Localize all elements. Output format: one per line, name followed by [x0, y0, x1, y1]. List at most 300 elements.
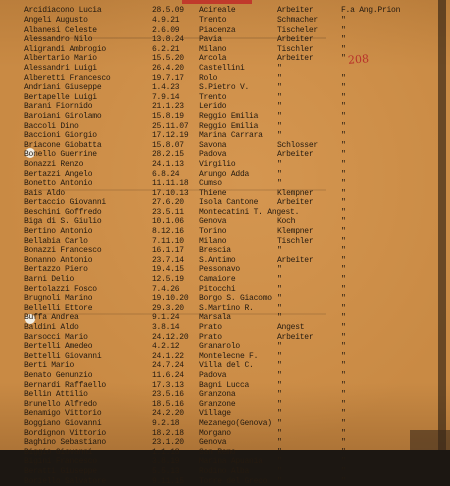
row-date: 10.1.06	[152, 217, 184, 226]
row-date: 3.8.19	[152, 457, 179, 466]
row-job: Tischeler	[277, 26, 318, 35]
row-date: 24.7.24	[152, 361, 184, 370]
row-name: Albertario Mario	[24, 54, 97, 63]
row-place: Cumso	[199, 179, 222, 188]
row-place: Trento	[199, 16, 226, 25]
row-place: Arcola	[199, 54, 226, 63]
list-row	[24, 409, 424, 419]
list-row	[24, 381, 424, 391]
name-list	[24, 16, 424, 486]
row-place: Castellini	[199, 64, 245, 73]
row-job: "	[277, 294, 282, 303]
row-note: "	[341, 217, 346, 226]
row-place: Marina Apuania	[199, 457, 263, 466]
row-date: 12.5.19	[152, 275, 184, 284]
row-job: "	[277, 390, 282, 399]
row-name: Bernardi Raffaello	[24, 381, 106, 390]
row-note: "	[341, 313, 346, 322]
row-note: "	[341, 333, 346, 342]
row-date: 6.8.24	[152, 170, 179, 179]
list-row	[24, 467, 424, 477]
header-note: F.a Ang.Prion	[341, 6, 400, 15]
row-name: Bertaccio Giovanni	[24, 198, 106, 207]
row-place: Villa del C.	[199, 361, 254, 370]
row-note: "	[341, 477, 346, 486]
list-row	[24, 45, 424, 55]
row-note: "	[341, 467, 346, 476]
list-row	[24, 102, 424, 112]
row-name: Bertelli Amedeo	[24, 342, 92, 351]
row-place: Brescia	[199, 246, 231, 255]
row-place: Isola Cantone	[199, 198, 258, 207]
row-date: 9.11.15	[152, 477, 184, 486]
row-place: Granzone	[199, 400, 235, 409]
row-name: Baldini Aldo	[24, 323, 79, 332]
row-date: 2.6.09	[152, 26, 179, 35]
row-place: Reggio Emilia	[199, 112, 258, 121]
row-job: "	[277, 275, 282, 284]
row-job: "	[277, 179, 282, 188]
row-date: 15.8.19	[152, 112, 184, 121]
row-name: Bettelli Giovanni	[24, 352, 101, 361]
row-note: "	[341, 122, 346, 131]
row-place: Camaiore	[199, 275, 235, 284]
row-job: Arbeiter	[277, 54, 313, 63]
list-row	[24, 131, 424, 141]
row-date: 7.11.10	[152, 237, 184, 246]
list-row	[24, 16, 424, 26]
row-name: Briacone Giobatta	[24, 141, 101, 150]
handwritten-number: 208	[348, 52, 370, 66]
row-note: "	[341, 189, 346, 198]
row-place: Lerido	[199, 102, 226, 111]
row-job: Arbeiter	[277, 35, 313, 44]
row-name: Barsocci Mario	[24, 333, 88, 342]
row-date: 15.8.07	[152, 141, 184, 150]
row-note: "	[341, 26, 346, 35]
row-note: "	[341, 16, 346, 25]
list-row	[24, 400, 424, 410]
row-name: Brugnoli Marino	[24, 294, 92, 303]
row-place: Village	[199, 409, 231, 418]
row-name: Berti Mario	[24, 361, 74, 370]
row-date: 26.4.20	[152, 64, 184, 73]
row-name: Bertazzo Piero	[24, 265, 88, 274]
row-note: "	[341, 419, 346, 428]
list-row	[24, 93, 424, 103]
list-row	[24, 26, 424, 36]
row-job: "	[277, 265, 282, 274]
row-note: "	[341, 409, 346, 418]
list-row	[24, 457, 424, 467]
row-date: 11.6.24	[152, 371, 184, 380]
row-place: Arungo Adda	[199, 170, 249, 179]
row-note: "	[341, 429, 346, 438]
row-place: Mezanego(Genova)	[199, 419, 272, 428]
row-note: "	[341, 160, 346, 169]
row-date: 18.2.18	[152, 429, 184, 438]
row-job: "	[277, 102, 282, 111]
row-name: Bonanno Antonio	[24, 256, 92, 265]
list-row	[24, 217, 424, 227]
list-row	[24, 227, 424, 237]
row-name: Baghino Sebastiano	[24, 438, 106, 447]
row-date: 29.3.20	[152, 304, 184, 313]
row-date: 23.5.16	[152, 390, 184, 399]
row-job: Schlosser	[277, 141, 318, 150]
row-place: S.Pietro V.	[199, 83, 249, 92]
row-place: Rodino Alba	[199, 467, 249, 476]
row-date: 9.1.24	[152, 313, 179, 322]
row-job: Koch	[277, 217, 295, 226]
row-name: Brunello Alfredo	[24, 400, 97, 409]
list-row	[24, 141, 424, 151]
list-row	[24, 352, 424, 362]
row-note: "	[341, 371, 346, 380]
row-name: Bellabia Carlo	[24, 237, 88, 246]
row-job: "	[277, 342, 282, 351]
row-note: "	[341, 390, 346, 399]
list-row	[24, 342, 424, 352]
row-date: 17.12.19	[152, 131, 188, 140]
row-job: "	[277, 93, 282, 102]
red-tab-mark	[182, 0, 252, 4]
row-date: 3.8.14	[152, 323, 179, 332]
row-job: "	[277, 74, 282, 83]
list-row	[24, 285, 424, 295]
list-row	[24, 150, 424, 160]
header-date: 28.5.09	[152, 6, 184, 15]
row-job: "	[277, 467, 282, 476]
row-note: "	[341, 35, 346, 44]
list-row	[24, 122, 424, 132]
list-row	[24, 246, 424, 256]
row-job: Tischler	[277, 237, 313, 246]
row-job: Klempner	[277, 189, 313, 198]
row-job: "	[277, 83, 282, 92]
row-date: 25.11.07	[152, 122, 188, 131]
row-place: Genova	[199, 217, 226, 226]
row-place: Prato	[199, 333, 222, 342]
row-date: 28.2.15	[152, 150, 184, 159]
list-row	[24, 313, 424, 323]
row-date: 24.12.20	[152, 333, 188, 342]
row-job: "	[277, 409, 282, 418]
row-place: Trento	[199, 93, 226, 102]
row-note: "	[341, 323, 346, 332]
row-place: Genova	[199, 438, 226, 447]
row-job: "	[277, 429, 282, 438]
row-note: "	[341, 237, 346, 246]
list-row	[24, 294, 424, 304]
row-name: Barani Fiornido	[24, 102, 92, 111]
row-note: "	[341, 45, 346, 54]
row-name: Baroiani Girolamo	[24, 112, 101, 121]
row-job: Arbeiter	[277, 256, 313, 265]
list-row	[24, 189, 424, 199]
row-date: 13.8.24	[152, 35, 184, 44]
row-job: "	[277, 400, 282, 409]
row-job: "	[277, 477, 282, 486]
list-row	[24, 265, 424, 275]
list-row	[24, 179, 424, 189]
row-place: Granarolo	[199, 342, 240, 351]
row-date: 6.2.21	[152, 45, 179, 54]
row-place: Rolo	[199, 74, 217, 83]
row-date: 5.5.13	[152, 467, 179, 476]
row-name: Bonetto Antonio	[24, 179, 92, 188]
list-row	[24, 54, 424, 64]
row-note: "	[341, 93, 346, 102]
row-job: "	[277, 371, 282, 380]
row-place: Piacenza	[199, 26, 235, 35]
list-row	[24, 438, 424, 448]
row-job: "	[277, 448, 282, 457]
row-job: "	[277, 170, 282, 179]
row-place: Padova	[199, 371, 226, 380]
row-place: Prato	[199, 323, 222, 332]
row-job: "	[277, 313, 282, 322]
row-name: Boggiano Giovanni	[24, 419, 101, 428]
row-job: "	[277, 304, 282, 313]
list-row	[24, 390, 424, 400]
row-name: Bertapelle Luigi	[24, 93, 97, 102]
row-note: "	[341, 131, 346, 140]
row-place: Pavia	[199, 35, 222, 44]
row-name: Barni Delio	[24, 275, 74, 284]
row-name: Albanesi Celeste	[24, 26, 97, 35]
row-date: 1.4.23	[152, 83, 179, 92]
row-job: "	[277, 419, 282, 428]
row-name: Bertazzi Angelo	[24, 170, 92, 179]
header-name: Arcidiacono Lucia	[24, 6, 101, 15]
row-name: Alberetti Francesco	[24, 74, 110, 83]
list-row	[24, 371, 424, 381]
row-place: Thiene	[199, 189, 226, 198]
row-date: 17.3.13	[152, 381, 184, 390]
row-note: "	[341, 246, 346, 255]
list-row	[24, 256, 424, 266]
row-note: "	[341, 227, 346, 236]
list-row	[24, 275, 424, 285]
row-note: "	[341, 304, 346, 313]
row-note: "	[341, 275, 346, 284]
row-name: Andriani Giuseppe	[24, 83, 101, 92]
row-place: Savona	[199, 141, 226, 150]
row-place: Montelecne F.	[199, 352, 258, 361]
row-job: Arbeiter	[277, 150, 313, 159]
row-place: Torre del Greco	[199, 477, 267, 486]
list-row	[24, 477, 424, 486]
row-name: Beschini Goffredo	[24, 208, 101, 217]
row-note: "	[341, 265, 346, 274]
row-note: "	[341, 285, 346, 294]
row-place: Pitocchi	[199, 285, 235, 294]
row-place: Milano	[199, 237, 226, 246]
row-place: Borgo S. Giacomo	[199, 294, 272, 303]
row-name: Biga di S. Giulio	[24, 217, 101, 226]
row-name: Angeli Augusto	[24, 16, 88, 25]
row-name: Alessandri Luigi	[24, 64, 97, 73]
row-job: "	[277, 381, 282, 390]
row-date: 17.10.13	[152, 189, 188, 198]
row-name: Bellelli Ettore	[24, 304, 92, 313]
list-row	[24, 198, 424, 208]
row-job: Angest	[277, 323, 304, 332]
list-row	[24, 429, 424, 439]
row-date: 9.2.18	[152, 419, 179, 428]
row-name: Bertino Antonio	[24, 227, 92, 236]
row-note: "	[341, 198, 346, 207]
row-note: "	[341, 438, 346, 447]
row-date: 4.2.12	[152, 342, 179, 351]
row-job: "	[277, 352, 282, 361]
row-note: "	[341, 83, 346, 92]
row-date: 19.7.17	[152, 74, 184, 83]
row-date: 11.11.18	[152, 179, 188, 188]
list-row	[24, 83, 424, 93]
row-name: Biggio Giovanni	[24, 448, 92, 457]
row-note: "	[341, 400, 346, 409]
row-date: 24.2.20	[152, 409, 184, 418]
row-job: "	[277, 112, 282, 121]
row-name: Baccoli Dino	[24, 122, 79, 131]
row-name: Bellin Attilio	[24, 390, 88, 399]
row-place: Marsala	[199, 313, 231, 322]
row-job: "	[277, 160, 282, 169]
row-place: Milano	[199, 45, 226, 54]
row-name: Benamigo Vittorio	[24, 409, 101, 418]
row-job: "	[277, 285, 282, 294]
row-job: "	[277, 361, 282, 370]
row-job: "	[277, 246, 282, 255]
row-place: Morgano	[199, 429, 231, 438]
row-date: 23.1.20	[152, 438, 184, 447]
row-place: Bagni Lucca	[199, 381, 249, 390]
row-name: Bonello Guerrine	[24, 150, 97, 159]
row-job: "	[277, 438, 282, 447]
row-place: S.Martino R.	[199, 304, 254, 313]
row-note: "	[341, 256, 346, 265]
row-name: Bigini Francesco	[24, 457, 97, 466]
row-name: Alessandro Nilo	[24, 35, 92, 44]
row-name: Aligrandi Ambrogio	[24, 45, 106, 54]
list-row	[24, 208, 424, 218]
row-job: Klempner	[277, 227, 313, 236]
row-place: Granzona	[199, 390, 235, 399]
row-place: Virgilio	[199, 160, 235, 169]
list-row	[24, 74, 424, 84]
list-row	[24, 112, 424, 122]
row-place: Montecatini T. Angest.	[199, 208, 299, 217]
row-note: "	[341, 112, 346, 121]
list-row	[24, 419, 424, 429]
list-row	[24, 160, 424, 170]
row-name: Bertolazzi Fosco	[24, 285, 97, 294]
row-job: "	[277, 122, 282, 131]
row-name: Bais Aldo	[24, 189, 65, 198]
row-job: "	[277, 64, 282, 73]
row-place: Torino	[199, 227, 226, 236]
row-job: Schmacher	[277, 16, 318, 25]
row-note: "	[341, 102, 346, 111]
row-note: "	[341, 457, 346, 466]
row-date: 4.9.21	[152, 16, 179, 25]
row-note: "	[341, 74, 346, 83]
list-row	[24, 304, 424, 314]
row-note: "	[341, 150, 346, 159]
row-note: "	[341, 381, 346, 390]
row-date: 15.5.20	[152, 54, 184, 63]
row-date: 7.9.14	[152, 93, 179, 102]
row-note: "	[341, 361, 346, 370]
row-note: "	[341, 179, 346, 188]
row-date: 1.1.18	[152, 448, 179, 457]
row-place: S.Antimo	[199, 256, 235, 265]
row-place: San Remo	[199, 448, 235, 457]
row-name: Bordignon Vittorio	[24, 429, 106, 438]
row-name: Boriello Salvatore	[24, 477, 106, 486]
row-note: "	[341, 342, 346, 351]
row-note: "	[341, 54, 346, 63]
list-row	[24, 170, 424, 180]
row-job: Tischler	[277, 45, 313, 54]
row-date: 23.5.11	[152, 208, 184, 217]
row-name: Baccioni Giorgio	[24, 131, 97, 140]
row-note: "	[341, 208, 346, 217]
row-date: 7.4.26	[152, 285, 179, 294]
row-job: "	[277, 457, 282, 466]
row-job: "	[277, 131, 282, 140]
row-date: 19.4.15	[152, 265, 184, 274]
row-name: Beratti Giuseppe	[24, 467, 97, 476]
row-place: Reggio Emilia	[199, 122, 258, 131]
row-job: Arbeiter	[277, 333, 313, 342]
row-note: "	[341, 448, 346, 457]
row-name: Buffa Andrea	[24, 313, 79, 322]
row-date: 19.10.20	[152, 294, 188, 303]
row-place: Marina Carrara	[199, 131, 263, 140]
row-name: Bonazzi Renzo	[24, 160, 83, 169]
row-place: Pessonavo	[199, 265, 240, 274]
row-note: "	[341, 294, 346, 303]
list-row	[24, 448, 424, 458]
list-row	[24, 35, 424, 45]
row-date: 23.7.14	[152, 256, 184, 265]
row-name: Benato Genunzio	[24, 371, 92, 380]
row-date: 27.6.20	[152, 198, 184, 207]
list-row	[24, 64, 424, 74]
header-job: Arbeiter	[277, 6, 313, 15]
list-row	[24, 323, 424, 333]
list-row	[24, 361, 424, 371]
row-note: "	[341, 141, 346, 150]
row-date: 16.1.17	[152, 246, 184, 255]
list-header-row	[24, 6, 424, 16]
header-place: Acireale	[199, 6, 235, 15]
row-note: "	[341, 170, 346, 179]
row-date: 18.5.16	[152, 400, 184, 409]
row-name: Bonazzi Francesco	[24, 246, 101, 255]
row-note: "	[341, 352, 346, 361]
row-date: 24.1.13	[152, 160, 184, 169]
list-row	[24, 237, 424, 247]
row-place: Padova	[199, 150, 226, 159]
row-date: 21.1.23	[152, 102, 184, 111]
row-date: 8.12.16	[152, 227, 184, 236]
row-date: 24.1.22	[152, 352, 184, 361]
list-row	[24, 333, 424, 343]
